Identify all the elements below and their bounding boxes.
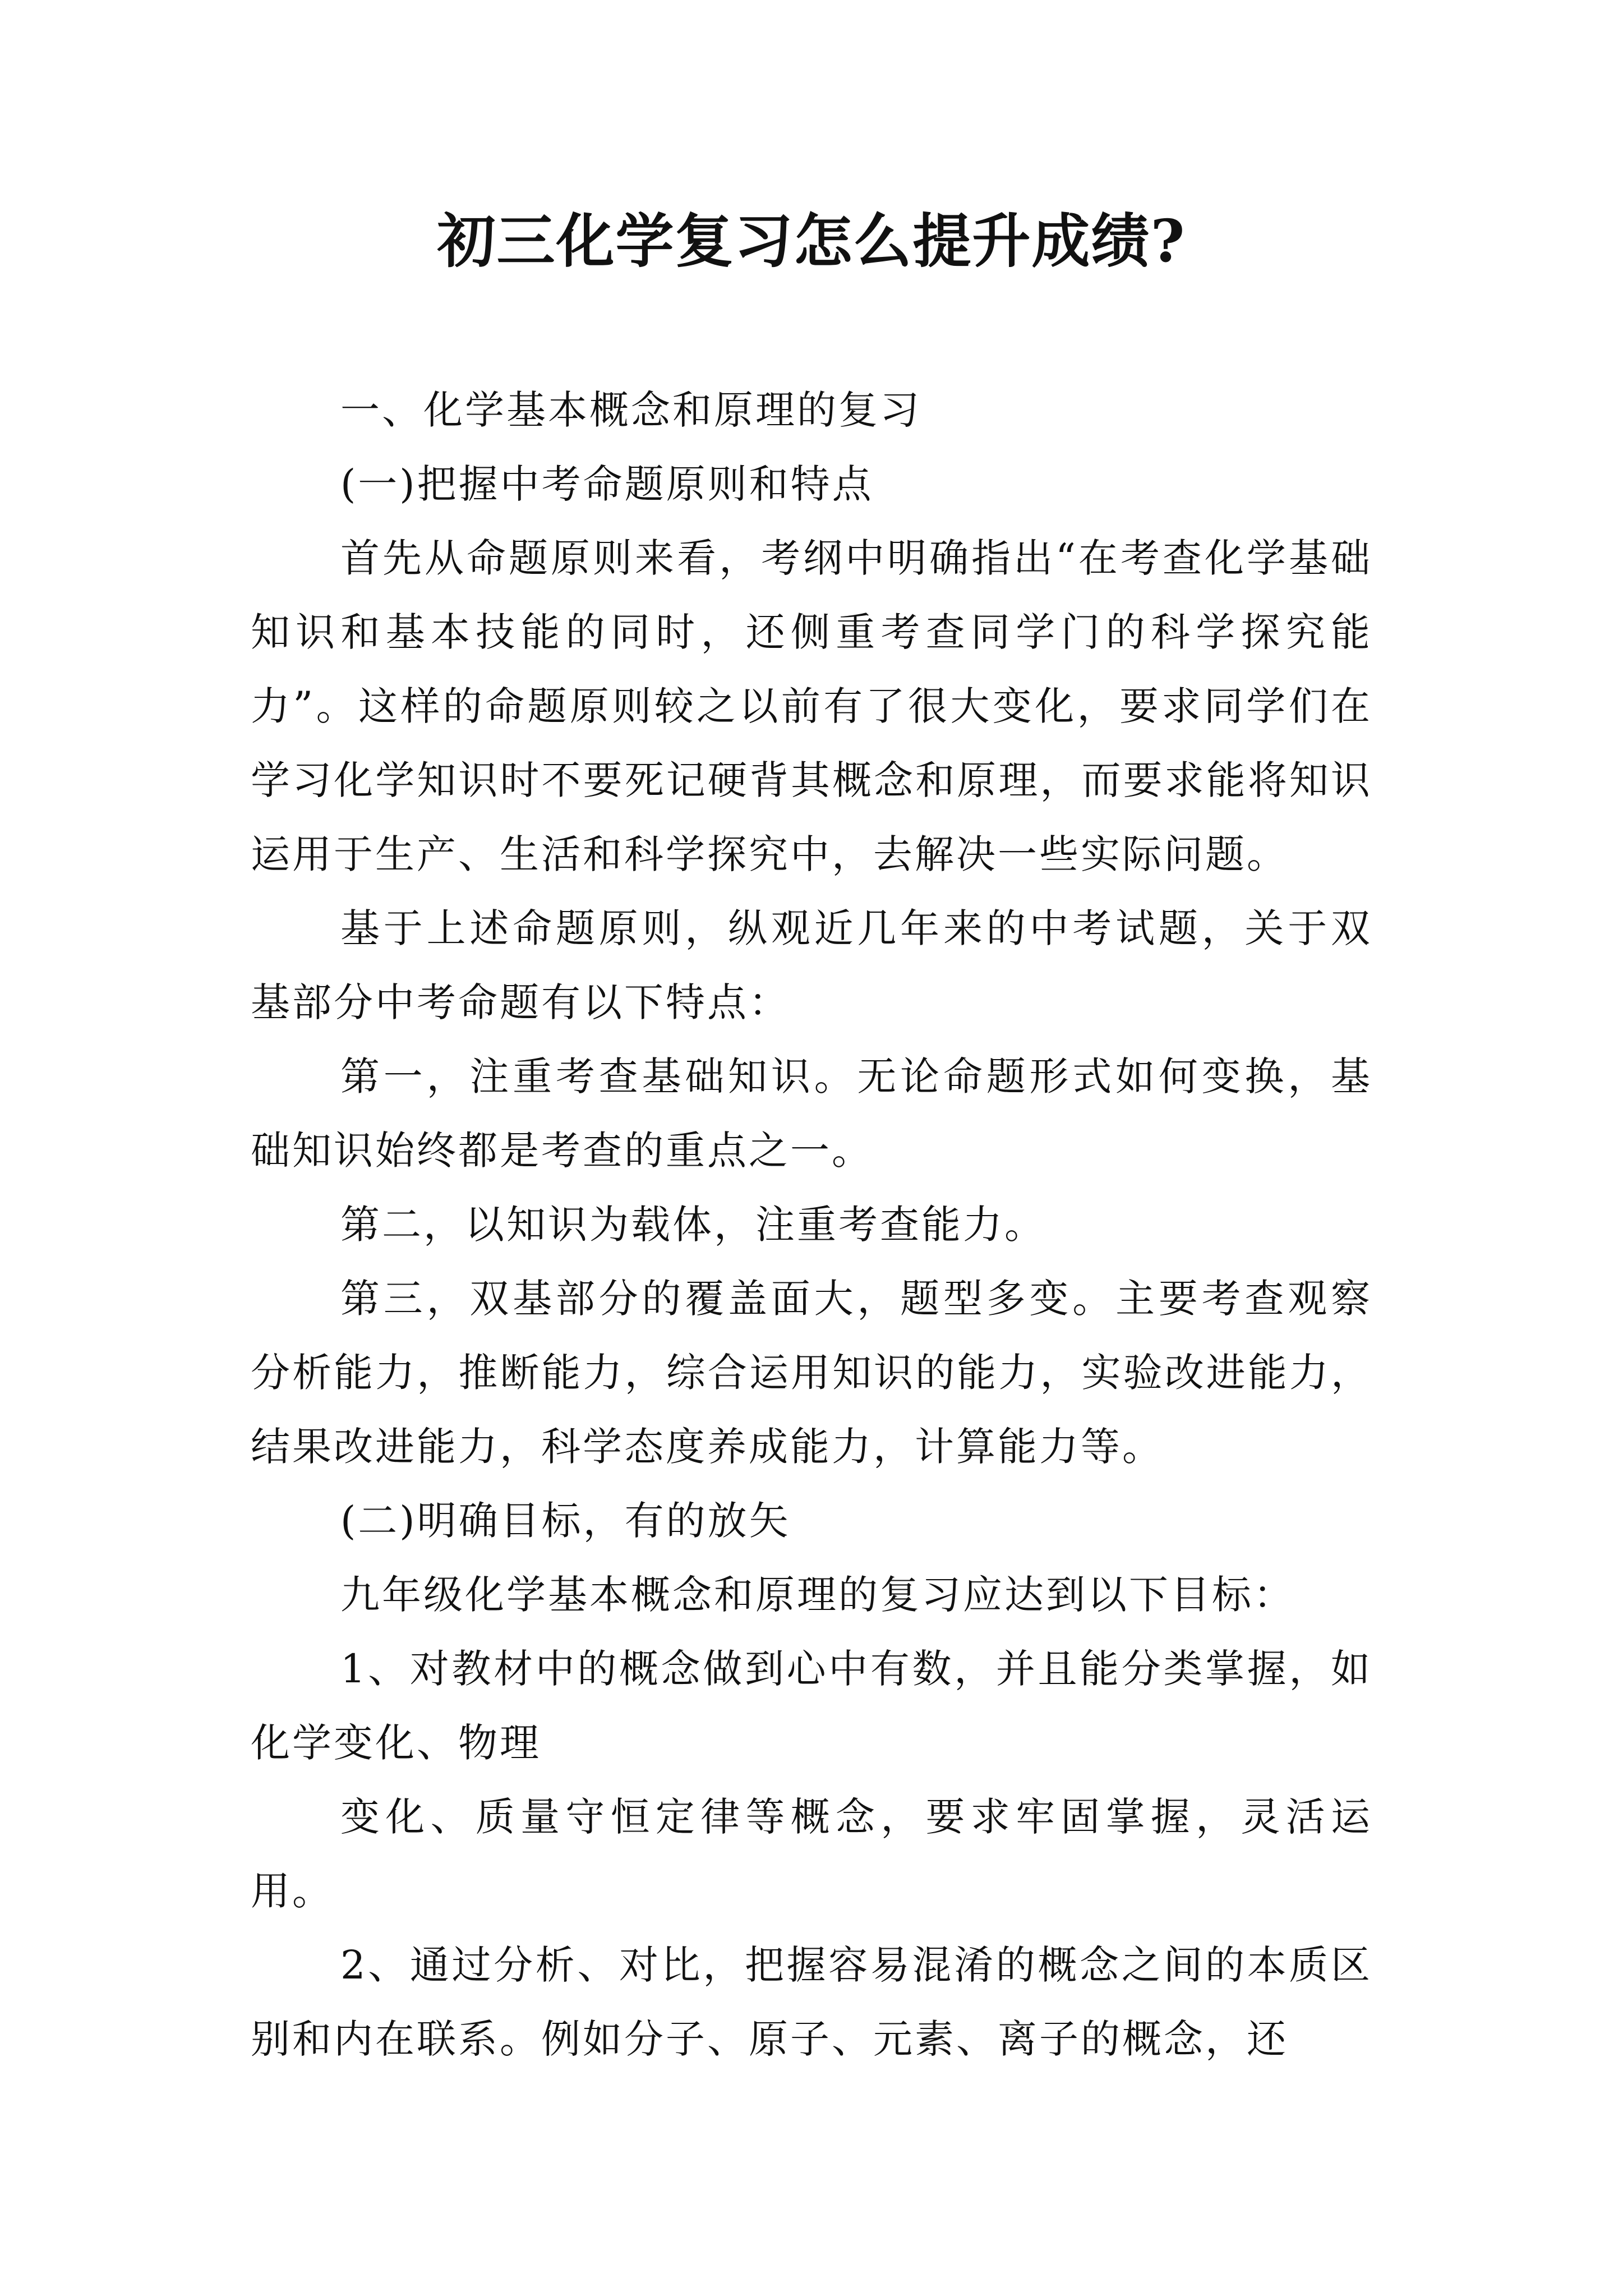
document-title: 初三化学复习怎么提升成绩? <box>437 206 1186 275</box>
paragraph: 2、通过分析、对比，把握容易混淆的概念之间的本质区别和内在联系。例如分子、原子、元素、离子的概念，还 <box>251 1942 1372 2062</box>
paragraph: 第三，双基部分的覆盖面大，题型多变。主要考查观察分析能力，推断能力，综合运用知识的能力，实验改进能力，结果改进能力，科学态度养成能力，计算能力等。 <box>251 1276 1372 1470</box>
paragraph: 基于上述命题原则，纵观近几年来的中考试题，关于双基部分中考命题有以下特点： <box>251 905 1372 1025</box>
paragraph: 九年级化学基本概念和原理的复习应达到以下目标： <box>340 1572 1295 1618</box>
paragraph: 第一，注重考查基础知识。无论命题形式如何变换，基础知识始终都是考查的重点之一。 <box>251 1053 1372 1174</box>
paragraph: 第二，以知识为载体，注重考查能力。 <box>340 1202 1046 1248</box>
heading-subsection-2: (二)明确目标，有的放矢 <box>340 1498 791 1544</box>
paragraph: 1、对教材中的概念做到心中有数，并且能分类掌握，如化学变化、物理 <box>251 1646 1372 1766</box>
paragraph: 变化、质量守恒定律等概念，要求牢固掌握，灵活运用。 <box>251 1794 1372 1914</box>
heading-section-1: 一、化学基本概念和原理的复习 <box>340 387 921 433</box>
paragraph: 首先从命题原则来看，考纲中明确指出“在考查化学基础知识和基本技能的同时，还侧重考查同学门的科学探究能力”。这样的命题原则较之以前有了很大变化，要求同学们在学习化学知识时不要死记硬背其概念和原理，而要求能将知识运用于生产、生活和科学探究中，去解决一些实际问题。 <box>251 535 1372 877</box>
document-body <box>251 373 1372 2076</box>
heading-subsection-1: (一)把握中考命题原则和特点 <box>340 461 874 507</box>
